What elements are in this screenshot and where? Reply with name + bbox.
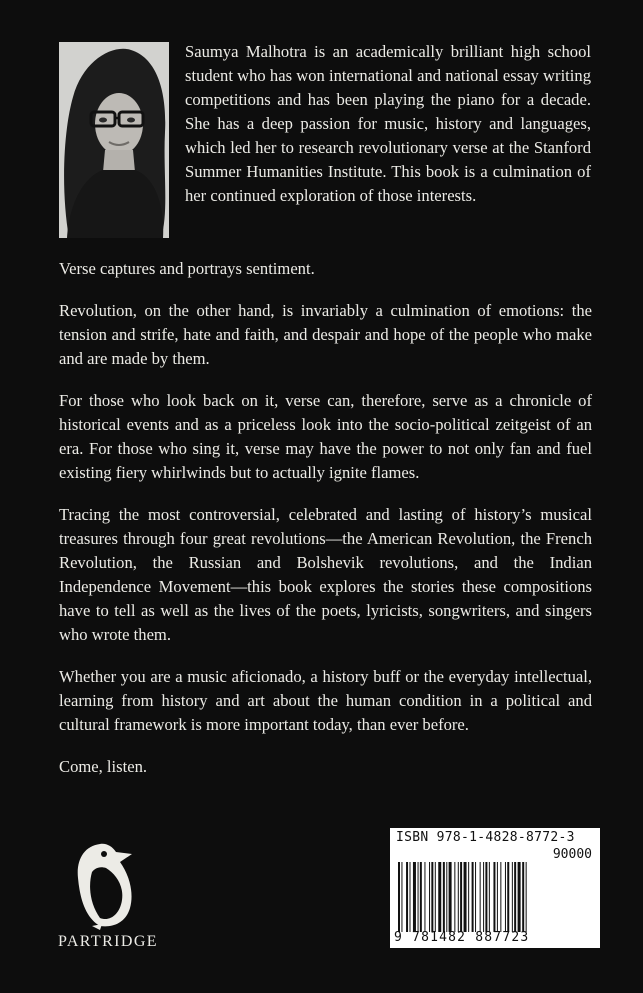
blurb-paragraph: Revolution, on the other hand, is invariably a culmination of emotions: the tension and strife, hate and faith, and despair and hope of the people who make and are made by them. [59, 301, 592, 368]
barcode-bar [472, 862, 474, 932]
barcode-bar [514, 862, 516, 932]
isbn-label: ISBN 978-1-4828-8772-3 [396, 830, 575, 845]
barcode-bar [458, 862, 459, 932]
barcode-bar [431, 862, 433, 932]
blurb-paragraph: Verse captures and portrays sentiment. [59, 259, 315, 278]
barcode-bar [483, 862, 484, 932]
barcode-bar [435, 862, 436, 932]
barcode-bar [460, 862, 462, 932]
barcode-digits: 9 781482 887723 [394, 930, 530, 945]
barcode-bar [475, 862, 476, 932]
author-photo [59, 42, 169, 238]
barcode-bar [449, 862, 452, 932]
barcode-bar [429, 862, 430, 932]
barcode-bar [398, 862, 400, 932]
barcode-bar [505, 862, 506, 932]
barcode-bar [497, 862, 498, 932]
barcode-bar [446, 862, 447, 932]
barcode-bar [526, 862, 527, 932]
price-code: 90000 [552, 847, 592, 862]
barcode-bar [489, 862, 490, 932]
barcode-bar [493, 862, 495, 932]
penguin-icon [70, 838, 140, 930]
blurb-paragraph: Come, listen. [59, 757, 148, 776]
barcode-bar [418, 862, 419, 932]
barcode-bar [410, 862, 411, 932]
barcode-bar [443, 862, 445, 932]
barcode-bar [454, 862, 455, 932]
author-bio: Saumya Malhotra is an academically brilliant high school student who has won international and national essay writing competitions and has been playing the piano for a decade. She has a deep passion for music, history and languages, which led her to research revolutionary verse at the Stanford Summer Humanities Institute. This book is a culmination of her continued exploration of those interests. [185, 42, 591, 205]
barcode-bar [401, 862, 402, 932]
barcode-bar [464, 862, 467, 932]
blurb-paragraph: Tracing the most controversial, celebrated and lasting of history’s musical treasures through four great revolutions—the American Revolution, the French Revolution, the Russian and Bolshevik revolutions, and the Indian Independence Movement—this book explores the stories these compositions have to tell as well as the lives of the poets, lyricists, songwriters, and singers who wrote them. [59, 505, 592, 644]
barcode-bar [512, 862, 513, 932]
author-portrait-image [59, 42, 169, 238]
blurb-paragraph: Whether you are a music aficionado, a history buff or the everyday intellectual, learning from history and art about the human condition in a political and cultural framework is more important today, than ever before. [59, 667, 592, 734]
barcode-bar [507, 862, 509, 932]
barcode [390, 828, 600, 948]
barcode-bar [438, 862, 441, 932]
barcode-bar [468, 862, 469, 932]
blurb-paragraph: For those who look back on it, verse can, therefore, serve as a chronicle of historical events and as a priceless look into the socio-political zeitgeist of an era. For those who sing it, verse may have the power to not only fan and fuel existing fiery whirlwinds but to actually ignite flames. [59, 391, 592, 482]
barcode-bar [424, 862, 425, 932]
barcode-bar [413, 862, 416, 932]
barcode-bars [398, 862, 590, 932]
barcode-bar [518, 862, 521, 932]
barcode-bar [420, 862, 422, 932]
barcode-bar [522, 862, 524, 932]
barcode-bar [485, 862, 487, 932]
barcode-bar [500, 862, 501, 932]
blurb-text [59, 257, 592, 797]
publisher-logo [58, 838, 158, 958]
barcode-bar [406, 862, 408, 932]
publisher-name: PARTRIDGE [58, 933, 158, 950]
barcode-bar [480, 862, 481, 932]
